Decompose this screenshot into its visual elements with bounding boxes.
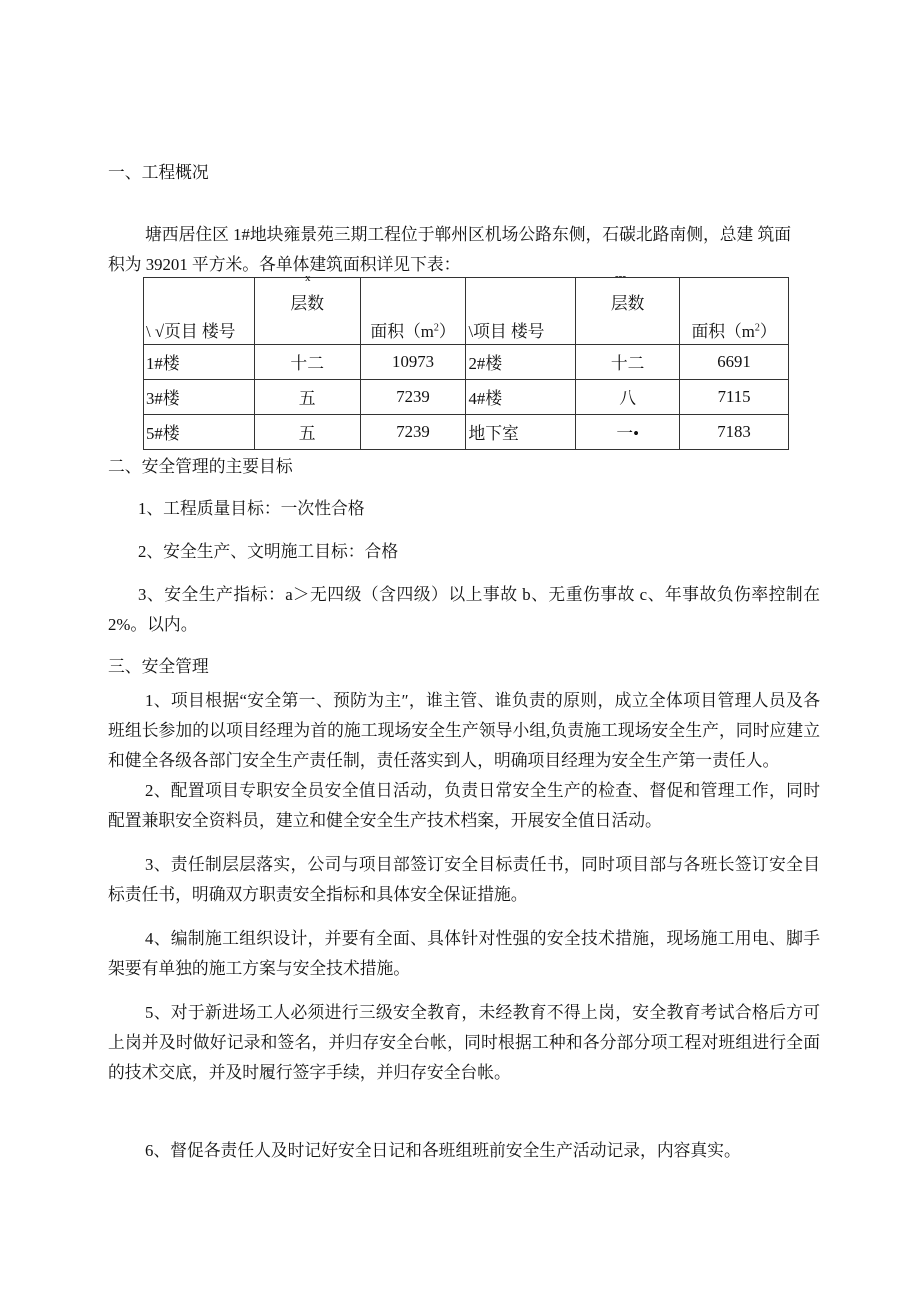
table-row (144, 415, 789, 450)
cell-floors: 一• (576, 415, 680, 450)
cell-building: 4#楼 (466, 380, 576, 415)
cell-building: 3#楼 (144, 380, 255, 415)
table-header-row (144, 278, 789, 345)
cell-floors: 八 (576, 380, 680, 415)
management-item: 2、配置项目专职安全员安全值日活动，负责日常安全生产的检查、督促和管理工作，同时配置兼职安全资料员，建立和健全安全生产技术档案，开展安全值日活动。 (108, 781, 820, 830)
cell-area: 10973 (360, 345, 466, 380)
cell-area: 6691 (680, 345, 789, 380)
table-row (144, 380, 789, 415)
header-area: 面积$(m^2)$ (360, 278, 466, 345)
cell-building: 5#楼 (144, 415, 255, 450)
management-item: 6、督促各责任人及时记好安全日记和各班组班前安全生产活动记录，内容真实。 (145, 1141, 741, 1160)
cell-building: 1#楼 (144, 345, 255, 380)
section-1-heading: 一、工程概况 (108, 163, 209, 182)
management-item: 5、对于新进场工人必须进行三级安全教育，未经教育不得上岗，安全教育考试合格后方可上岗并及时做好记录和签名，并归存安全台帐，同时根据工种和各分部分项工程对班组进行全面的技术交底，并及时履行签字手续，并归存安全台帐。 (108, 1003, 820, 1082)
header-floors-2: 层数 (576, 278, 680, 345)
header-item-building: \ √页目 楼号 (144, 278, 255, 345)
table-mark-x: x (305, 272, 311, 284)
management-item: 4、编制施工组织设计，并要有全面、具体针对性强的安全技术措施，现场施工用电、脚手架要有单独的施工方案与安全技术措施。 (108, 929, 820, 978)
section-3-heading: 三、安全管理 (108, 657, 209, 676)
cell-floors: 十二 (254, 345, 360, 380)
intro-line-1: 塘西居住区 1#地块雍景苑三期工程位于郸州区机场公路东侧，石碳北路南侧，总建 筑面 (145, 225, 792, 244)
management-item: 1、项目根据“安全第一、预防为主″，谁主管、谁负责的原则，成立全体项目管理人员及各班组长参加的以项目经理为首的施工现场安全生产领导小组,负责施工现场安全生产，同时应建立和健全各级各部门安全生产责任制，责任落实到人，明确项目经理为安全生产第一责任人。 (108, 691, 820, 770)
cell-building: 2#楼 (466, 345, 576, 380)
cell-area: 7115 (680, 380, 789, 415)
header-floors: 层数 (254, 278, 360, 345)
intro-line-2: 积为 39201 平方米。各单体建筑面积详见下表： (108, 255, 461, 274)
building-area-table (143, 277, 789, 450)
goal-item: 3、安全生产指标：a＞无四级（含四级）以上事故 b、无重伤事故 c、年事故负伤率控制在 2%。以内。 (108, 585, 820, 634)
management-item: 3、责任制层层落实，公司与项目部签订安全目标责任书，同时项目部与各班长签订安全目标责任书，明确双方职责安全指标和具体安全保证措施。 (108, 855, 820, 904)
goal-item: 2、安全生产、文明施工目标：合格 (138, 542, 399, 561)
cell-area: 7239 (360, 380, 466, 415)
cell-building: 地下室 (466, 415, 576, 450)
goal-item: 1、工程质量目标：一次性合格 (138, 499, 365, 518)
header-area-2: 面积$(m^2)$ (680, 278, 789, 345)
cell-area: 7183 (680, 415, 789, 450)
cell-floors: 五 (254, 415, 360, 450)
cell-floors: 十二 (576, 345, 680, 380)
cell-area: 7239 (360, 415, 466, 450)
cell-floors: 五 (254, 380, 360, 415)
section-2-heading: 二、安全管理的主要目标 (108, 457, 293, 476)
table-row (144, 345, 789, 380)
header-item-building-2: \项目 楼号 (466, 278, 576, 345)
table-mark-dash: --- (615, 270, 626, 282)
